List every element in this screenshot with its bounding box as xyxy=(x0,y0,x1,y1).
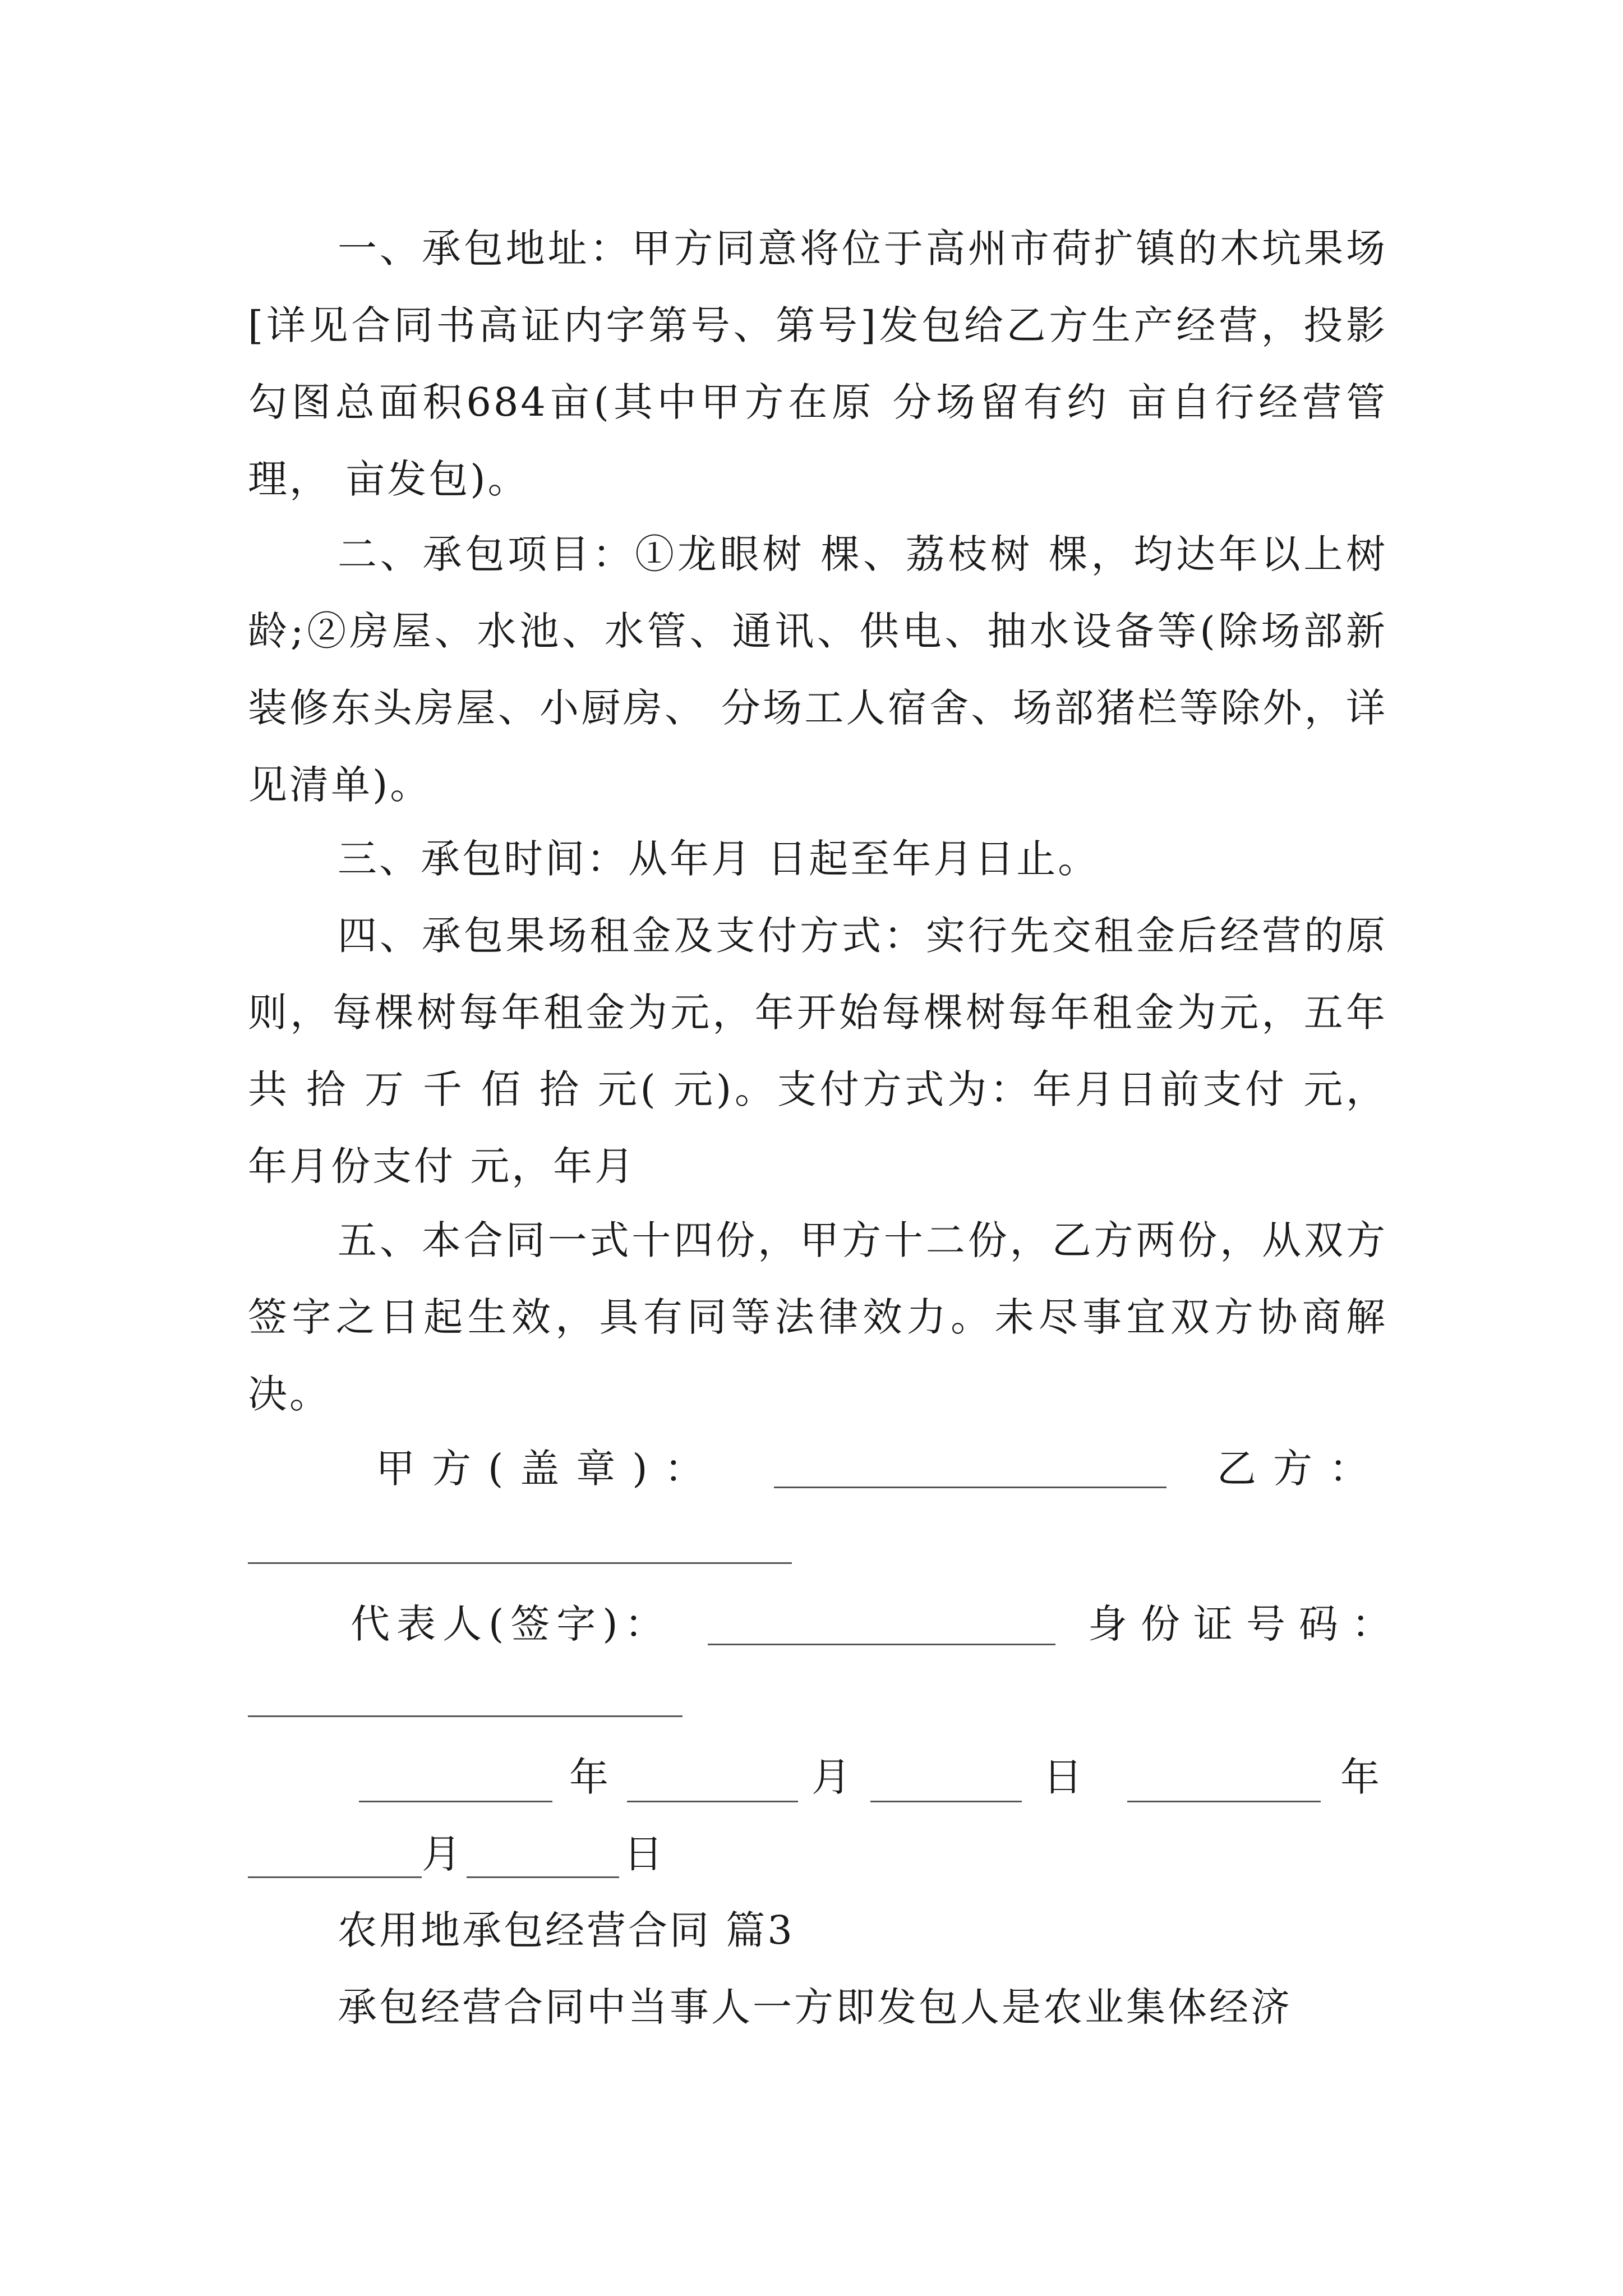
clause-4-rent: 四、承包果场租金及支付方式：实行先交租金后经营的原则，每棵树每年租金为元，年开始每棵树每年租金为元，五年共 拾 万 千 佰 拾 元( 元)。支付方式为：年月日前支付 元，年月份支付 元，年月 xyxy=(248,913,1387,1189)
representative-blank[interactable] xyxy=(708,1644,1055,1645)
id-number-label: 身份证号码： xyxy=(1088,1601,1404,1647)
section-title: 农用地承包经营合同 篇3 xyxy=(338,1907,795,1953)
party-a-seal-label: 甲方(盖章)： xyxy=(376,1446,721,1492)
party-a-month-blank[interactable] xyxy=(627,1801,798,1802)
party-b-day-blank[interactable] xyxy=(467,1876,619,1878)
section-intro-text: 承包经营合同中当事人一方即发包人是农业集体经济 xyxy=(338,1984,1292,2030)
party-b-year-blank[interactable] xyxy=(1127,1801,1321,1802)
representative-label: 代表人(签字)： xyxy=(351,1601,671,1647)
party-b-month-blank[interactable] xyxy=(248,1876,422,1878)
party-a-year-label: 年 xyxy=(569,1754,611,1800)
party-a-year-blank[interactable] xyxy=(359,1801,552,1802)
party-a-day-blank[interactable] xyxy=(870,1801,1022,1802)
party-a-seal-blank[interactable] xyxy=(774,1487,1166,1488)
party-a-day-label: 日 xyxy=(1043,1754,1085,1800)
party-b-day-label: 日 xyxy=(624,1831,665,1877)
clause-1-address: 一、承包地址：甲方同意将位于高州市荷扩镇的木坑果场[详见合同书高证内字第号、第号]发包给乙方生产经营，投影勾图总面积684亩(其中甲方在原 分场留有约 亩自行经营管理， 亩发包)。 xyxy=(248,226,1387,502)
clause-3-term: 三、承包时间：从年月 日起至年月日止。 xyxy=(338,836,1100,882)
clause-2-items: 二、承包项目：①龙眼树 棵、荔枝树 棵，均达年以上树龄;②房屋、水池、水管、通讯、供电、抽水设备等(除场部新装修东头房屋、小厨房、 分场工人宿舍、场部猪栏等除外，详见清单)。 xyxy=(248,531,1387,808)
party-b-year-label: 年 xyxy=(1340,1754,1382,1800)
clause-5-copies: 五、本合同一式十四份，甲方十二份，乙方两份，从双方签字之日起生效，具有同等法律效力。未尽事宜双方协商解决。 xyxy=(248,1217,1387,1417)
party-b-label: 乙方： xyxy=(1217,1446,1385,1492)
id-number-blank[interactable] xyxy=(248,1715,683,1717)
party-b-month-label: 月 xyxy=(422,1831,463,1877)
party-a-month-label: 月 xyxy=(811,1754,853,1800)
party-b-blank[interactable] xyxy=(248,1562,792,1564)
